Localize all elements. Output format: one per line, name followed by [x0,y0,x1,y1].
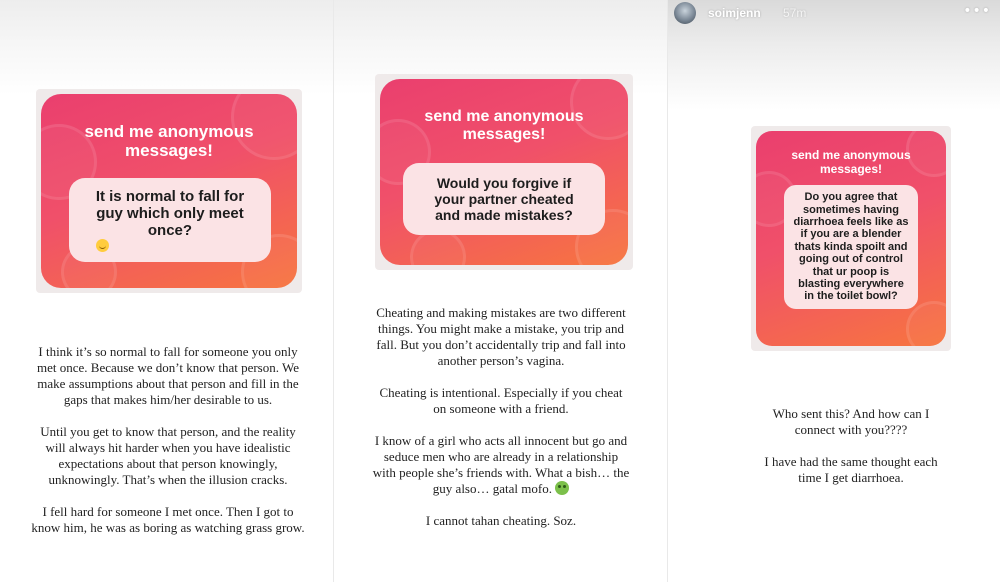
story-panel-1 [0,0,333,582]
question-sticker[interactable] [751,126,951,351]
story-panel-3 [667,0,1000,582]
question-card [380,79,628,265]
reply-paragraph: I know of a girl who acts all innocent but go and seduce men who are already in a relationship with people she’s friends with. What a bish… the guy also… gatal mofo. [372,433,630,496]
more-dots-icon[interactable]: ••• [963,3,991,19]
story-panel-2 [333,0,668,582]
question-box: Do you agree that sometimes having diarrhoea feels like as if you are a blender thats kinda spoilt and going out of control that ur poop is blasting everywhere in the toilet bowl? [784,185,918,309]
card-title: send me anonymous messages! [84,122,254,160]
reply-paragraph: I cannot tahan cheating. Soz. [425,513,577,528]
reply-paragraph: Until you get to know that person, and the reality will always hit harder when you have idealistic expectations about that person knowingly, unknowingly. That’s when the illusion cracks. [40,424,296,487]
top-fade [0,0,333,95]
card-title: send me anonymous messages! [424,108,584,143]
reply-paragraph: Who sent this? And how can I connect with you???? [772,406,930,437]
reply-text [14,344,322,552]
reply-paragraph: Cheating is intentional. Especially if you cheat on someone with a friend. [379,385,623,416]
reply-text [708,406,994,502]
reply-text [344,305,658,545]
story-header [668,0,1000,26]
reply-paragraph: I think it’s so normal to fall for someone you only met once. Because we don’t know that person. We make assumptions about that person and fill in the gaps that makes him/her desirable to us. [36,344,299,407]
question-sticker[interactable] [36,89,302,293]
question-box: Would you forgive if your partner cheated and made mistakes? [403,163,605,235]
question-card [41,94,297,288]
nauseated-face-emoji [555,481,569,495]
smiling-face-emoji [96,239,109,252]
card-title: send me anonymous messages! [791,148,911,176]
question-card [756,131,946,346]
reply-paragraph: I fell hard for someone I met once. Then I got to know him, he was as boring as watching grass grow. [31,504,305,535]
question-box: It is normal to fall for guy which only meet once? [69,178,271,262]
post-time: 57m [783,6,807,20]
reply-paragraph: I have had the same thought each time I get diarrhoea. [764,454,938,485]
question-sticker[interactable] [375,74,633,270]
username[interactable]: soimjenn [708,6,761,20]
avatar[interactable] [674,2,696,24]
reply-paragraph: Cheating and making mistakes are two different things. You might make a mistake, you trip and fall. But you don’t accidentally trip and fall into another person’s vagina. [376,305,626,368]
